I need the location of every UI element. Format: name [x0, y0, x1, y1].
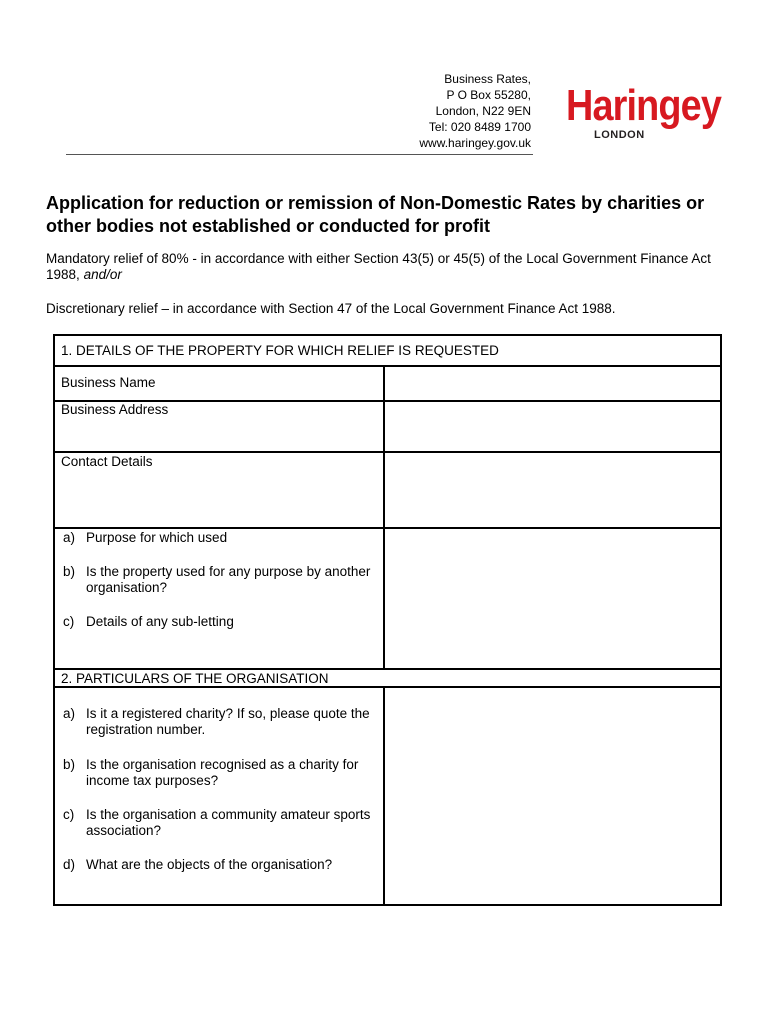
- question-label: d): [63, 857, 76, 872]
- address-line: P O Box 55280,: [446, 88, 531, 102]
- section-1-heading: 1. DETAILS OF THE PROPERTY FOR WHICH RELIEF IS REQUESTED: [61, 343, 499, 358]
- question-label: b): [63, 564, 76, 579]
- question-sub-letting: [63, 614, 378, 630]
- contact-details-label: Contact Details: [61, 454, 153, 469]
- question-label: c): [63, 807, 75, 822]
- haringey-logo: [566, 83, 724, 143]
- question-text: Purpose for which used: [86, 530, 228, 545]
- column-divider: [383, 365, 385, 669]
- header-divider: [66, 154, 533, 155]
- row-divider: [55, 668, 720, 670]
- question-text: Is it a registered charity? If so, please quote the registration number.: [86, 706, 370, 737]
- address-line: London, N22 9EN: [435, 104, 531, 118]
- website-link[interactable]: www.haringey.gov.uk: [419, 136, 531, 150]
- question-text: Is the organisation recognised as a charity for income tax purposes?: [86, 757, 359, 788]
- question-label: a): [63, 706, 76, 721]
- business-name-field[interactable]: [387, 367, 718, 399]
- mandatory-relief-text: [46, 251, 736, 283]
- property-use-field[interactable]: [387, 529, 718, 667]
- question-other-use: [63, 564, 378, 596]
- logo-wordmark: Haringey: [566, 81, 722, 130]
- question-label: b): [63, 757, 76, 772]
- mandatory-relief-main: Mandatory relief of 80% - in accordance with either Section 43(5) or 45(5) of the Local Government Finance Act 1988,: [46, 251, 711, 282]
- logo-subtitle: LONDON: [594, 129, 645, 141]
- organisation-particulars-field[interactable]: [387, 688, 718, 902]
- document-title: Application for reduction or remission of Non-Domestic Rates by charities or other bodies not established or conducted for profit: [46, 193, 705, 236]
- business-address-field[interactable]: [387, 402, 718, 450]
- question-label: a): [63, 530, 76, 545]
- mandatory-relief-conjunction: and/or: [83, 267, 122, 282]
- business-name-label: Business Name: [61, 375, 156, 390]
- question-label: c): [63, 614, 75, 629]
- section-2-heading: 2. PARTICULARS OF THE ORGANISATION: [61, 671, 329, 686]
- discretionary-relief-text: Discretionary relief – in accordance with Section 47 of the Local Government Finance Act 1988.: [46, 301, 616, 316]
- question-purpose: [63, 530, 378, 546]
- question-objects: [63, 857, 378, 873]
- phone-line: Tel: 020 8489 1700: [428, 120, 531, 134]
- question-text: Details of any sub-letting: [86, 614, 234, 629]
- business-address-label: Business Address: [61, 402, 169, 417]
- application-form-table: [53, 334, 722, 906]
- question-text: What are the objects of the organisation?: [86, 857, 333, 872]
- question-registered-charity: [63, 706, 378, 738]
- question-tax-charity: [63, 757, 378, 789]
- council-address: [419, 71, 531, 151]
- column-divider: [383, 686, 385, 904]
- question-sports-association: [63, 807, 378, 839]
- question-text: Is the organisation a community amateur sports association?: [86, 807, 371, 838]
- contact-details-field[interactable]: [387, 453, 718, 526]
- address-line: Business Rates,: [444, 72, 531, 86]
- question-text: Is the property used for any purpose by another organisation?: [86, 564, 371, 595]
